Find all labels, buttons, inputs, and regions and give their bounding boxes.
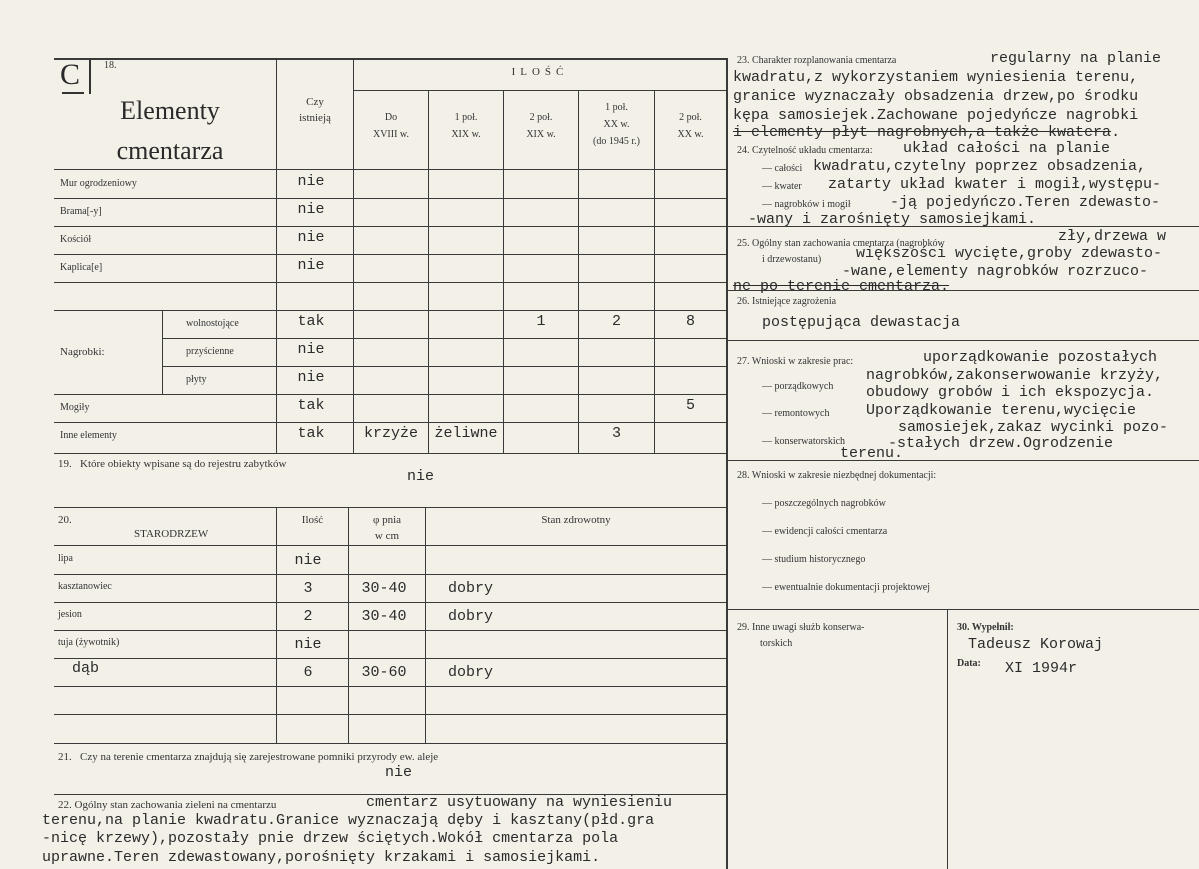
rule bbox=[54, 169, 726, 170]
q25-line-2: większości wycięte,groby zdewasto- bbox=[856, 245, 1163, 262]
rule bbox=[54, 394, 726, 395]
element-row-exists: nie bbox=[297, 201, 325, 218]
element-row-label: przyścienne bbox=[186, 346, 234, 357]
col-group-ilosc: ILOŚĆ bbox=[511, 66, 569, 78]
q21-answer: nie bbox=[385, 764, 413, 781]
tree-row-health: dobry bbox=[448, 664, 494, 681]
element-row-count: 2 bbox=[611, 313, 621, 330]
q29-label-2: torskich bbox=[760, 638, 793, 649]
element-row-label: Brama[-y] bbox=[60, 206, 102, 217]
rule bbox=[54, 58, 726, 60]
rule bbox=[728, 340, 1199, 341]
tree-row-count: nie bbox=[294, 636, 322, 653]
q27-sub-3-text: Uporządkowanie terenu,wycięcie bbox=[866, 402, 1137, 419]
q23-line-1: regularny na planie bbox=[990, 50, 1162, 67]
section-number: 18. bbox=[104, 60, 117, 71]
q27-sub-1-text: nagrobków,zakonserwowanie krzyży, bbox=[866, 367, 1164, 384]
element-row-label: wolnostojące bbox=[186, 318, 239, 329]
element-row-label: płyty bbox=[186, 374, 207, 385]
rule bbox=[503, 90, 504, 453]
q23-line-3: granice wyznaczały obsadzenia drzew,po środku bbox=[733, 88, 1139, 105]
q27-sub-1-label: — porządkowych bbox=[762, 381, 834, 392]
q30-label: 30. Wypełnił: bbox=[957, 622, 1014, 633]
tree-row-health: dobry bbox=[448, 608, 494, 625]
rule bbox=[728, 460, 1199, 461]
q22-line-3: -nicę krzewy),pozostały pnie drzew ściętych.Wokół cmentarza pola bbox=[42, 830, 619, 847]
period-head-4: 1 poł. bbox=[605, 102, 628, 113]
q23-line-2: kwadratu,z wykorzystaniem wyniesienia terenu, bbox=[733, 69, 1139, 86]
q22-line-2: terenu,na planie kwadratu.Granice wyznaczają dęby i kasztany(płd.gra bbox=[42, 812, 655, 829]
rule bbox=[54, 602, 726, 603]
q24-sub-1-label: — całości bbox=[762, 163, 803, 174]
q27-sub-6-text: terenu. bbox=[840, 445, 904, 462]
element-row-count: żeliwne bbox=[434, 425, 498, 442]
title-line-1: Elementy bbox=[120, 96, 220, 125]
q24-sub-2-label: — kwater bbox=[762, 181, 802, 192]
section-letter: C bbox=[60, 58, 81, 91]
q22-line-1: cmentarz usytuowany na wyniesieniu bbox=[366, 794, 673, 811]
col-tree-diam-1: φ pnia bbox=[372, 514, 402, 526]
period-head-2: 1 poł. bbox=[454, 112, 478, 123]
q27-first: uporządkowanie pozostałych bbox=[923, 349, 1158, 366]
q24-sub-1-text: kwadratu,czytelny poprzez obsadzenia, bbox=[813, 158, 1147, 175]
rule bbox=[54, 254, 726, 255]
q26-text: postępująca dewastacja bbox=[762, 314, 961, 331]
period-head-1: Do bbox=[384, 112, 398, 123]
tree-row-diam: 30-40 bbox=[361, 580, 407, 597]
rule bbox=[425, 507, 426, 743]
q23-struck-end: . bbox=[1111, 124, 1121, 141]
period-head-3: 2 poł. bbox=[529, 112, 553, 123]
element-row-exists: tak bbox=[297, 425, 325, 442]
period-head-4: (do 1945 r.) bbox=[593, 136, 640, 147]
q20-number: 20. bbox=[58, 514, 72, 526]
q24-first: układ całości na planie bbox=[903, 140, 1111, 157]
tree-row-count: 2 bbox=[303, 608, 313, 625]
rule bbox=[54, 507, 726, 508]
rule bbox=[162, 310, 163, 394]
tree-row-name: lipa bbox=[58, 553, 73, 564]
period-head-4: XX w. bbox=[603, 119, 630, 130]
q23-line-4: kępa samosiejek.Zachowane pojedyńcze nagrobki bbox=[733, 107, 1139, 124]
col-tree-count: Ilość bbox=[301, 514, 324, 526]
rule bbox=[54, 574, 726, 575]
q22-line-4: uprawne.Teren zdewastowany,porośnięty krzakami i samosiejkami. bbox=[42, 849, 601, 866]
rule bbox=[947, 609, 948, 869]
rule bbox=[54, 453, 726, 454]
element-row-exists: tak bbox=[297, 313, 325, 330]
q21-number: 21. bbox=[58, 751, 72, 763]
tree-row-count: 3 bbox=[303, 580, 313, 597]
period-head-5: 2 poł. bbox=[679, 112, 702, 123]
q19-number: 19. bbox=[58, 458, 72, 470]
rule bbox=[54, 743, 726, 744]
period-head-2: XIX w. bbox=[451, 129, 481, 140]
q28-label: 28. Wnioski w zakresie niezbędnej dokumentacji: bbox=[737, 470, 937, 481]
rule bbox=[726, 58, 728, 869]
tree-row-diam: 30-40 bbox=[361, 608, 407, 625]
q27-sub-5-label: — konserwatorskich bbox=[762, 436, 846, 447]
rule bbox=[54, 630, 726, 631]
element-row-exists: nie bbox=[297, 369, 325, 386]
rule bbox=[428, 90, 429, 453]
q24-label: 24. Czytelność układu cmentarza: bbox=[737, 145, 873, 156]
nagrobki-label: Nagrobki: bbox=[60, 346, 105, 358]
element-row-count: krzyże bbox=[363, 425, 418, 442]
element-row-exists: nie bbox=[297, 257, 325, 274]
col-tree-diam-2: w cm bbox=[374, 530, 400, 542]
doc-item: — studium historycznego bbox=[762, 554, 866, 565]
element-row-count: 8 bbox=[685, 313, 695, 330]
tree-row-diam: 30-60 bbox=[361, 664, 407, 681]
q30-date: XI 1994r bbox=[1005, 660, 1078, 677]
element-row-label: Mur ogrodzeniowy bbox=[60, 178, 137, 189]
q25-line-1: zły,drzewa w bbox=[1058, 228, 1167, 245]
element-row-label: Inne elementy bbox=[60, 430, 117, 441]
col-tree-health: Stan zdrowotny bbox=[541, 514, 611, 526]
rule bbox=[276, 507, 277, 743]
rule bbox=[54, 198, 726, 199]
q23-struck-text: i elementy płyt nagrobnych,a także kwatera bbox=[733, 124, 1112, 141]
rule bbox=[162, 338, 726, 339]
q27-sub-5-text: -stałych drzew.Ogrodzenie bbox=[888, 435, 1114, 452]
rule bbox=[728, 609, 1199, 610]
q27-label: 27. Wnioski w zakresie prac: bbox=[737, 356, 854, 367]
tree-row-name: kasztanowiec bbox=[58, 581, 112, 592]
element-row-exists: nie bbox=[297, 173, 325, 190]
element-row-count: 1 bbox=[536, 313, 546, 330]
title-line-2: cmentarza bbox=[116, 136, 224, 165]
q25-label-1: 25. Ogólny stan zachowania cmentarza (nagrobków bbox=[737, 238, 945, 249]
tree-row-count: nie bbox=[294, 552, 322, 569]
q24-sub-3-text: -ją pojedyńczo.Teren zdewasto- bbox=[890, 194, 1161, 211]
q19-answer: nie bbox=[407, 468, 435, 485]
q24-last: -wany i zarośnięty samosiejkami. bbox=[748, 211, 1037, 228]
rule bbox=[54, 714, 726, 715]
letter-divider bbox=[89, 60, 91, 94]
rule bbox=[54, 686, 726, 687]
col-exists-1: Czy bbox=[306, 96, 324, 108]
rule bbox=[54, 658, 726, 659]
q30-date-label: Data: bbox=[957, 658, 981, 669]
q27-sub-4-text: samosiejek,zakaz wycinki pozo- bbox=[898, 419, 1169, 436]
doc-item: — ewidencji całości cmentarza bbox=[762, 526, 888, 537]
q25-struck: ne po terenie cmentarza. bbox=[733, 278, 950, 295]
rule bbox=[54, 310, 726, 311]
period-head-1: XVIII w. bbox=[372, 129, 409, 140]
tree-row-name: tuja (żywotnik) bbox=[58, 637, 120, 648]
q25-label-2: i drzewostanu) bbox=[762, 254, 822, 265]
tree-row-name: jesion bbox=[58, 609, 82, 620]
q29-label-1: 29. Inne uwagi służb konserwa- bbox=[737, 622, 865, 633]
q27-sub-3-label: — remontowych bbox=[762, 408, 830, 419]
element-row-exists: tak bbox=[297, 397, 325, 414]
period-head-5: XX w. bbox=[677, 129, 704, 140]
element-row-count: 3 bbox=[611, 425, 621, 442]
rule bbox=[162, 366, 726, 367]
period-head-3: XIX w. bbox=[526, 129, 556, 140]
starodrzew-title: STARODRZEW bbox=[134, 528, 209, 540]
element-row-exists: nie bbox=[297, 229, 325, 246]
tree-row-count: 6 bbox=[303, 664, 313, 681]
element-row-label: Mogiły bbox=[60, 402, 90, 413]
doc-item: — ewentualnie dokumentacji projektowej bbox=[762, 582, 931, 593]
q27-sub-2-text: obudowy grobów i ich ekspozycja. bbox=[866, 384, 1155, 401]
letter-underline bbox=[62, 92, 84, 94]
q25-line-3: -wane,elementy nagrobków rozrzuco- bbox=[842, 263, 1149, 280]
element-row-label: Kościół bbox=[60, 234, 92, 245]
element-row-label: Kaplica[e] bbox=[60, 262, 103, 273]
element-row-exists: nie bbox=[297, 341, 325, 358]
rule bbox=[348, 507, 349, 743]
rule bbox=[353, 90, 726, 91]
q21-question: Czy na terenie cmentarza znajdują się zarejestrowane pomniki przyrody ew. aleje bbox=[80, 751, 439, 763]
doc-item: — poszczególnych nagrobków bbox=[762, 498, 886, 509]
tree-row-health: dobry bbox=[448, 580, 494, 597]
q26-label: 26. Istniejące zagrożenia bbox=[737, 296, 837, 307]
q22-label: 22. Ogólny stan zachowania zieleni na cmentarzu bbox=[58, 799, 277, 811]
q19-question: Które obiekty wpisane są do rejestru zabytków bbox=[80, 458, 287, 470]
q30-name: Tadeusz Korowaj bbox=[968, 636, 1104, 653]
q23-label: 23. Charakter rozplanowania cmentarza bbox=[737, 55, 897, 66]
rule bbox=[54, 226, 726, 227]
q24-sub-2-text: zatarty układ kwater i mogił,występu- bbox=[828, 176, 1162, 193]
rule bbox=[54, 545, 726, 546]
col-exists-2: istnieją bbox=[299, 112, 331, 124]
q24-sub-3-label: — nagrobków i mogił bbox=[762, 199, 851, 210]
tree-row-name: dąb bbox=[72, 660, 100, 677]
rule bbox=[54, 422, 726, 423]
rule bbox=[54, 282, 726, 283]
element-row-count: 5 bbox=[685, 397, 695, 414]
